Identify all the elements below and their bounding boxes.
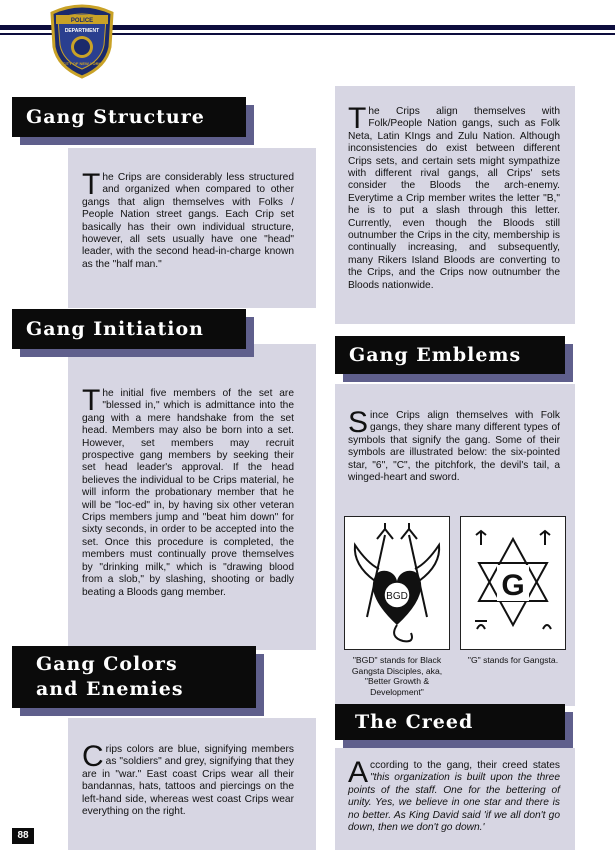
emblems-drop-cap: S <box>348 406 369 439</box>
badge-line3: CITY OF NEW YORK <box>62 61 102 66</box>
bgd-caption: "BGD" stands for Black Gangsta Disciples, aka, "Better Growth & Development" <box>351 655 443 697</box>
heading-gang-colors-line1: Gang Colors <box>36 653 178 675</box>
folk-drop-cap: T <box>348 102 367 135</box>
folk-body: he Crips align themselves with Folk/People Nation gangs, such as Folk Neta, Latin KIngs and Zulu Nation. Although inconsistencies do exist between different Crips sets, and certain sets might sympathize with different rival gangs, all Crips' sets consider the Bloods the arch-enemy. Everytime a Crip member writes the letter "B," he is to put a slash through this letter. Currently, even though the Bloods still outnumber the Crips in the city, membership is continually increasing, and subsequently, many Rikers Island Bloods are converting to the Crips, and the Crips now outnumber the Bloods nationwide. <box>348 106 560 291</box>
heading-gang-emblems <box>335 336 565 374</box>
heading-gang-colors-line2: and Enemies <box>36 678 184 700</box>
police-badge-icon <box>46 3 118 79</box>
g-caption: "G" stands for Gangsta. <box>467 655 559 665</box>
heading-gang-initiation <box>12 309 246 349</box>
heading-the-creed <box>335 704 565 740</box>
folk-text <box>348 102 560 292</box>
colors-drop-cap: C <box>82 740 104 773</box>
colors-body: rips colors are blue, signifying members as "soldiers" and grey, signifying that they are in "war." East coast Crips wear all their bandannas, hats, tattoos and piercings on the left-hand side, whereas west coast Crips wear everything on the right. <box>82 744 294 818</box>
star-g-emblem-figure <box>460 516 566 650</box>
creed-text <box>348 756 560 834</box>
heading-gang-colors <box>12 646 256 708</box>
bgd-emblem-figure <box>344 516 450 650</box>
badge-line1: POLICE <box>70 18 94 24</box>
initiation-drop-cap: T <box>82 384 101 417</box>
winged-heart-pitchfork-icon <box>345 517 449 649</box>
heading-gang-initiation-text: Gang Initiation <box>26 318 204 340</box>
structure-drop-cap: T <box>82 168 101 201</box>
colors-text <box>82 740 294 818</box>
structure-body: he Crips are considerably less structured and organized when compared to other gangs that align themselves with Folks / People Nation street gangs. Each Crip set basically has their own individual structure, however, all sets usually have one "head" leader, with the second head-in-charge known as the "half man." <box>82 172 294 270</box>
heading-gang-emblems-text: Gang Emblems <box>349 344 522 366</box>
creed-quote: "this organization is built upon the three points of the staff. One for the bettering of unity. Yes, we believe in one star and there is no better. As King David said 'if we all don't go down, then we don't go down.' <box>348 772 560 834</box>
heading-gang-structure <box>12 97 246 137</box>
emblems-text <box>348 406 560 484</box>
heading-the-creed-text: The Creed <box>355 711 474 733</box>
g-label: G <box>501 569 525 602</box>
creed-intro: ccording to the gang, their creed states <box>370 760 560 771</box>
page-number: 88 <box>12 828 34 844</box>
initiation-body: he initial five members of the set are "blessed in," which is admittance into the gang with a mere handshake from the set head. Members may also be born into a set. However, set members may recruit prospective gang members by seeking their set head leader's approval. If the head believes the individual to be Crips material, he will inform the probationary member that he will be "loc-ed" in, by having six other veteran Crips members jump and "beat him down" for sixty seconds, in order to be accepted into the set. Once this procedure is completed, the members must continually prove themselves by "drinking milk," which is "drawing blood from a slob," by slashing, shooting or badly beating a Bloods gang member. <box>82 388 294 598</box>
emblems-body: ince Crips align themselves with Folk gangs, they share many different types of symbols that signify the gang. Some of their symbols are illustrated below: the six-pointed star, "6", "C", the pitchfork, the devil's tail, a winged-heart and sword. <box>348 410 560 484</box>
badge-line2: DEPARTMENT <box>64 28 100 34</box>
initiation-text <box>82 384 294 599</box>
structure-text <box>82 168 294 271</box>
six-pointed-star-icon <box>461 517 565 649</box>
heading-gang-structure-text: Gang Structure <box>26 106 205 128</box>
creed-drop-cap: A <box>348 756 369 789</box>
bgd-label: BGD <box>386 591 408 602</box>
